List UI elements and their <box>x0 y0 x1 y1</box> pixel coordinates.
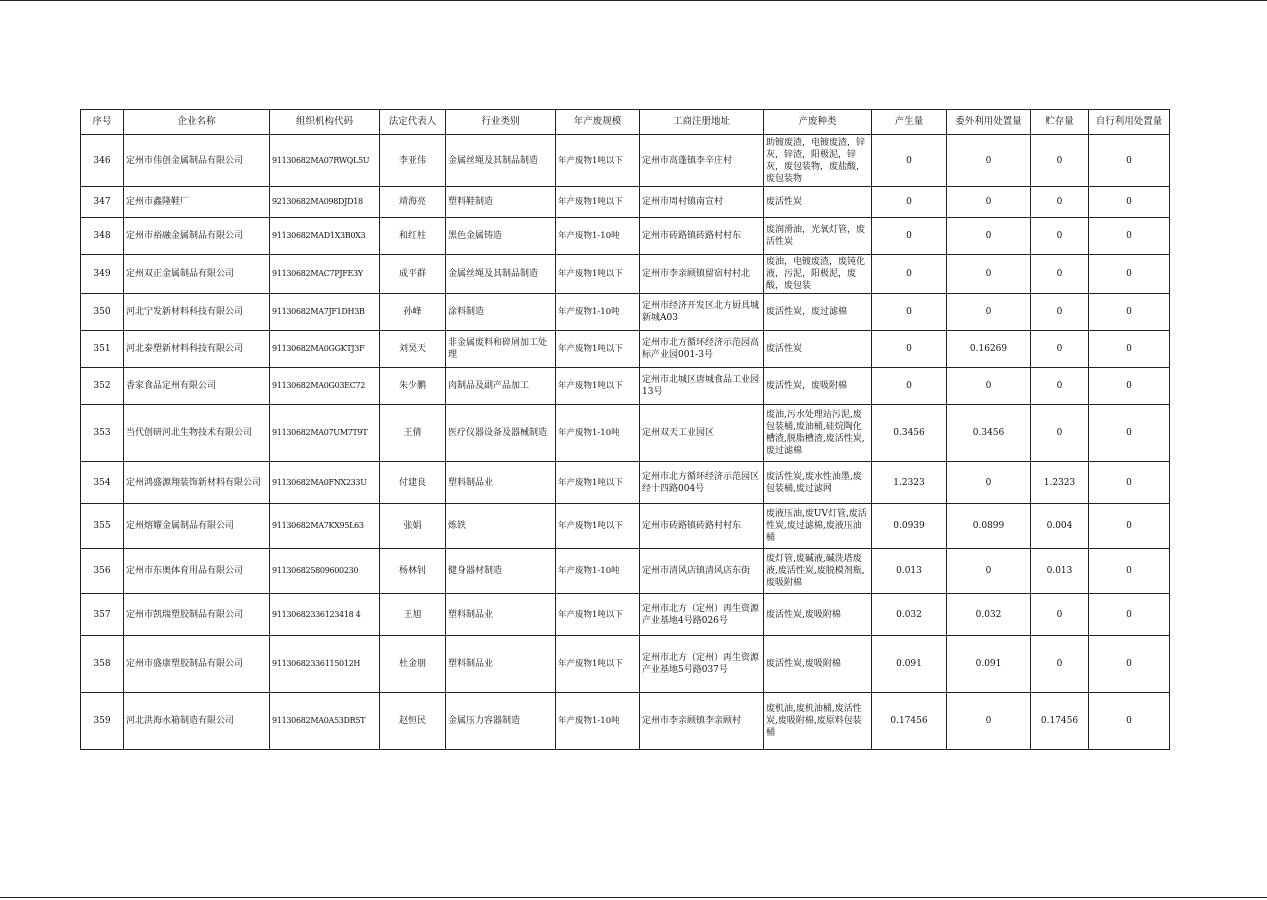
org-code-cell: 91130682MA0A53DR5T <box>270 693 380 750</box>
header-cell: 法定代表人 <box>380 110 446 135</box>
legal-rep-cell: 孙峰 <box>380 294 446 331</box>
org-code-cell: 91130682MA07RWQL5U <box>270 135 380 187</box>
table-row <box>81 549 1170 594</box>
org-code-cell: 91130682MA0FNX233U <box>270 462 380 504</box>
company-name-cell: 定州市凯瑞塑胶制品有限公司 <box>124 594 270 636</box>
industry-cell: 塑料制品业 <box>446 636 556 693</box>
reg-address-cell: 定州市清风店镇清风店东街 <box>640 549 764 594</box>
outsourced-amount-cell: 0 <box>947 135 1031 187</box>
produced-amount-cell: 0.3456 <box>872 405 947 462</box>
industry-cell: 肉制品及副产品加工 <box>446 368 556 405</box>
produced-amount-cell: 0 <box>872 255 947 294</box>
row-number-cell: 356 <box>81 549 124 594</box>
produced-amount-cell: 1.2323 <box>872 462 947 504</box>
produced-amount-cell: 0 <box>872 135 947 187</box>
outsourced-amount-cell: 0 <box>947 187 1031 218</box>
produced-amount-cell: 0.17456 <box>872 693 947 750</box>
header-cell: 行业类别 <box>446 110 556 135</box>
org-code-cell: 91130682336123418 4 <box>270 594 380 636</box>
legal-rep-cell: 王倩 <box>380 405 446 462</box>
company-name-cell: 河北宁发新材料科技有限公司 <box>124 294 270 331</box>
company-name-cell: 定州市鑫隆鞋厂 <box>124 187 270 218</box>
legal-rep-cell: 和红柱 <box>380 218 446 255</box>
waste-types-cell: 助镀废渣，电镀废渣，锌灰，锌渣，阳极泥，锌灰，废包装物，废盐酸，废包装物 <box>764 135 872 187</box>
reg-address-cell: 定州市李亲顾镇留宿村村北 <box>640 255 764 294</box>
produced-amount-cell: 0.013 <box>872 549 947 594</box>
stored-amount-cell: 0 <box>1031 368 1089 405</box>
reg-address-cell: 定州市高蓬镇李辛庄村 <box>640 135 764 187</box>
outsourced-amount-cell: 0.3456 <box>947 405 1031 462</box>
table-row <box>81 255 1170 294</box>
outsourced-amount-cell: 0.091 <box>947 636 1031 693</box>
company-name-cell: 定州市裕融金属制品有限公司 <box>124 218 270 255</box>
row-number-cell: 347 <box>81 187 124 218</box>
industry-cell: 炼铁 <box>446 504 556 549</box>
legal-rep-cell: 付建良 <box>380 462 446 504</box>
row-number-cell: 357 <box>81 594 124 636</box>
org-code-cell: 911306825809600230 <box>270 549 380 594</box>
reg-address-cell: 定州市北方（定州）再生资源产业基地5号路037号 <box>640 636 764 693</box>
outsourced-amount-cell: 0 <box>947 549 1031 594</box>
self-disposed-amount-cell: 0 <box>1089 504 1170 549</box>
stored-amount-cell: 0 <box>1031 218 1089 255</box>
self-disposed-amount-cell: 0 <box>1089 294 1170 331</box>
waste-scale-cell: 年产废物1吨以下 <box>556 135 640 187</box>
produced-amount-cell: 0 <box>872 331 947 368</box>
industry-cell: 非金属废料和碎屑加工处理 <box>446 331 556 368</box>
company-name-cell: 当代创研河北生物技术有限公司 <box>124 405 270 462</box>
self-disposed-amount-cell: 0 <box>1089 218 1170 255</box>
row-number-cell: 346 <box>81 135 124 187</box>
row-number-cell: 358 <box>81 636 124 693</box>
reg-address-cell: 定州市周村镇南宣村 <box>640 187 764 218</box>
industry-cell: 塑料鞋制造 <box>446 187 556 218</box>
legal-rep-cell: 杜金朋 <box>380 636 446 693</box>
stored-amount-cell: 1.2323 <box>1031 462 1089 504</box>
company-name-cell: 定州市东奥体育用品有限公司 <box>124 549 270 594</box>
table-body <box>81 135 1170 750</box>
industry-cell: 涂料制造 <box>446 294 556 331</box>
org-code-cell: 91130682MAD1X3B0X3 <box>270 218 380 255</box>
waste-scale-cell: 年产废物1-10吨 <box>556 549 640 594</box>
outsourced-amount-cell: 0.16269 <box>947 331 1031 368</box>
industry-cell: 医疗仪器设备及器械制造 <box>446 405 556 462</box>
table-row <box>81 135 1170 187</box>
produced-amount-cell: 0.032 <box>872 594 947 636</box>
waste-types-cell: 废润滑油，光氧灯管，废活性炭 <box>764 218 872 255</box>
waste-scale-cell: 年产废物1-10吨 <box>556 405 640 462</box>
waste-scale-cell: 年产废物1吨以下 <box>556 504 640 549</box>
waste-types-cell: 废灯管,废碱液,碱洗塔废液,废活性炭,废脱模剂瓶,废吸附棉 <box>764 549 872 594</box>
page-top-edge <box>0 0 1267 1</box>
industry-cell: 健身器材制造 <box>446 549 556 594</box>
self-disposed-amount-cell: 0 <box>1089 405 1170 462</box>
row-number-cell: 349 <box>81 255 124 294</box>
reg-address-cell: 定州市砖路镇砖路村村东 <box>640 218 764 255</box>
waste-scale-cell: 年产废物1吨以下 <box>556 594 640 636</box>
industry-cell: 金属压力容器制造 <box>446 693 556 750</box>
stored-amount-cell: 0.013 <box>1031 549 1089 594</box>
row-number-cell: 355 <box>81 504 124 549</box>
company-name-cell: 河北洪海水箱制造有限公司 <box>124 693 270 750</box>
table-row <box>81 462 1170 504</box>
company-name-cell: 定州双正金属制品有限公司 <box>124 255 270 294</box>
header-cell: 产废种类 <box>764 110 872 135</box>
legal-rep-cell: 靖海亮 <box>380 187 446 218</box>
legal-rep-cell: 李亚伟 <box>380 135 446 187</box>
table-row <box>81 405 1170 462</box>
stored-amount-cell: 0 <box>1031 636 1089 693</box>
legal-rep-cell: 刘昊天 <box>380 331 446 368</box>
waste-types-cell: 废活性炭 <box>764 331 872 368</box>
legal-rep-cell: 杨林钊 <box>380 549 446 594</box>
row-number-cell: 359 <box>81 693 124 750</box>
org-code-cell: 91130682336115012H <box>270 636 380 693</box>
waste-types-cell: 废活性炭,废吸附棉 <box>764 594 872 636</box>
reg-address-cell: 定州市北方循环经济示范园区经十四路004号 <box>640 462 764 504</box>
waste-scale-cell: 年产废物1-10吨 <box>556 693 640 750</box>
produced-amount-cell: 0 <box>872 294 947 331</box>
table-row <box>81 636 1170 693</box>
row-number-cell: 352 <box>81 368 124 405</box>
row-number-cell: 348 <box>81 218 124 255</box>
outsourced-amount-cell: 0 <box>947 462 1031 504</box>
self-disposed-amount-cell: 0 <box>1089 331 1170 368</box>
industry-cell: 金属丝绳及其制品制造 <box>446 135 556 187</box>
org-code-cell: 91130682MA07UM7T9T <box>270 405 380 462</box>
self-disposed-amount-cell: 0 <box>1089 135 1170 187</box>
reg-address-cell: 定州市经济开发区北方厨具城新城A03 <box>640 294 764 331</box>
table-row <box>81 294 1170 331</box>
stored-amount-cell: 0 <box>1031 405 1089 462</box>
org-code-cell: 91130682MA0G03EC72 <box>270 368 380 405</box>
waste-types-cell: 废活性炭,废水性油墨,废包装桶,废过滤网 <box>764 462 872 504</box>
legal-rep-cell: 成平群 <box>380 255 446 294</box>
table-row <box>81 218 1170 255</box>
outsourced-amount-cell: 0 <box>947 368 1031 405</box>
waste-types-cell: 废活性炭,废吸附棉 <box>764 636 872 693</box>
self-disposed-amount-cell: 0 <box>1089 187 1170 218</box>
header-cell: 贮存量 <box>1031 110 1089 135</box>
stored-amount-cell: 0 <box>1031 331 1089 368</box>
reg-address-cell: 定州市北方循环经济示范园高标产业园001-3号 <box>640 331 764 368</box>
outsourced-amount-cell: 0 <box>947 693 1031 750</box>
stored-amount-cell: 0 <box>1031 255 1089 294</box>
row-number-cell: 350 <box>81 294 124 331</box>
row-number-cell: 351 <box>81 331 124 368</box>
produced-amount-cell: 0.0939 <box>872 504 947 549</box>
header-cell: 委外利用处置量 <box>947 110 1031 135</box>
self-disposed-amount-cell: 0 <box>1089 549 1170 594</box>
outsourced-amount-cell: 0.0899 <box>947 504 1031 549</box>
waste-scale-cell: 年产废物1吨以下 <box>556 368 640 405</box>
industry-cell: 塑料制品业 <box>446 594 556 636</box>
table-header-row <box>81 110 1170 135</box>
stored-amount-cell: 0 <box>1031 187 1089 218</box>
industry-cell: 黑色金属铸造 <box>446 218 556 255</box>
table-row <box>81 331 1170 368</box>
stored-amount-cell: 0 <box>1031 135 1089 187</box>
reg-address-cell: 定州市砖路镇砖路村村东 <box>640 504 764 549</box>
stored-amount-cell: 0 <box>1031 294 1089 331</box>
produced-amount-cell: 0 <box>872 187 947 218</box>
waste-enterprise-table <box>80 109 1170 750</box>
produced-amount-cell: 0.091 <box>872 636 947 693</box>
waste-scale-cell: 年产废物1吨以下 <box>556 636 640 693</box>
legal-rep-cell: 朱少鹏 <box>380 368 446 405</box>
legal-rep-cell: 王旭 <box>380 594 446 636</box>
stored-amount-cell: 0 <box>1031 594 1089 636</box>
company-name-cell: 定州鸿盛源翔装饰新材料有限公司 <box>124 462 270 504</box>
org-code-cell: 91130682MA7KX95L63 <box>270 504 380 549</box>
self-disposed-amount-cell: 0 <box>1089 255 1170 294</box>
legal-rep-cell: 赵恒民 <box>380 693 446 750</box>
header-cell: 产生量 <box>872 110 947 135</box>
org-code-cell: 92130682MA098DJD18 <box>270 187 380 218</box>
waste-types-cell: 废机油,废机油桶,废活性炭,废吸附棉,废原料包装桶 <box>764 693 872 750</box>
table-row <box>81 693 1170 750</box>
waste-types-cell: 废液压油,废UV灯管,废活性炭,废过滤棉,废液压油桶 <box>764 504 872 549</box>
industry-cell: 金属丝绳及其制品制造 <box>446 255 556 294</box>
org-code-cell: 91130682MA7JF1DH3B <box>270 294 380 331</box>
table-row <box>81 368 1170 405</box>
produced-amount-cell: 0 <box>872 218 947 255</box>
outsourced-amount-cell: 0.032 <box>947 594 1031 636</box>
table-row <box>81 594 1170 636</box>
waste-scale-cell: 年产废物1-10吨 <box>556 218 640 255</box>
waste-scale-cell: 年产废物1-10吨 <box>556 294 640 331</box>
self-disposed-amount-cell: 0 <box>1089 693 1170 750</box>
outsourced-amount-cell: 0 <box>947 218 1031 255</box>
header-cell: 组织机构代码 <box>270 110 380 135</box>
waste-types-cell: 废活性炭 <box>764 187 872 218</box>
row-number-cell: 353 <box>81 405 124 462</box>
company-name-cell: 定州市伟创金属制品有限公司 <box>124 135 270 187</box>
legal-rep-cell: 张娟 <box>380 504 446 549</box>
table-row <box>81 187 1170 218</box>
header-cell: 年产废规模 <box>556 110 640 135</box>
header-cell: 企业名称 <box>124 110 270 135</box>
produced-amount-cell: 0 <box>872 368 947 405</box>
outsourced-amount-cell: 0 <box>947 255 1031 294</box>
reg-address-cell: 定州双天工业园区 <box>640 405 764 462</box>
company-name-cell: 定州熔耀金属制品有限公司 <box>124 504 270 549</box>
industry-cell: 塑料制品业 <box>446 462 556 504</box>
self-disposed-amount-cell: 0 <box>1089 594 1170 636</box>
self-disposed-amount-cell: 0 <box>1089 636 1170 693</box>
stored-amount-cell: 0.17456 <box>1031 693 1089 750</box>
org-code-cell: 91130682MAC7PJFE3Y <box>270 255 380 294</box>
reg-address-cell: 定州市北城区唐城食品工业园13号 <box>640 368 764 405</box>
waste-scale-cell: 年产废物1吨以下 <box>556 187 640 218</box>
waste-types-cell: 废油，电镀废渣，废钝化液，污泥，阳极泥，废酸，废包装 <box>764 255 872 294</box>
waste-scale-cell: 年产废物1吨以下 <box>556 255 640 294</box>
self-disposed-amount-cell: 0 <box>1089 368 1170 405</box>
header-cell: 自行利用处置量 <box>1089 110 1170 135</box>
reg-address-cell: 定州市北方（定州）再生资源产业基地4号路026号 <box>640 594 764 636</box>
page-bottom-edge <box>0 897 1267 898</box>
self-disposed-amount-cell: 0 <box>1089 462 1170 504</box>
reg-address-cell: 定州市李亲顾镇李亲顾村 <box>640 693 764 750</box>
waste-types-cell: 废油,污水处理站污泥,废包装桶,废油桶,硅烷陶化槽渣,脱脂槽渣,废活性炭,废过滤棉 <box>764 405 872 462</box>
row-number-cell: 354 <box>81 462 124 504</box>
company-name-cell: 定州市盛康塑胶制品有限公司 <box>124 636 270 693</box>
stored-amount-cell: 0.004 <box>1031 504 1089 549</box>
header-cell: 序号 <box>81 110 124 135</box>
outsourced-amount-cell: 0 <box>947 294 1031 331</box>
table-row <box>81 504 1170 549</box>
waste-scale-cell: 年产废物1吨以下 <box>556 331 640 368</box>
waste-scale-cell: 年产废物1吨以下 <box>556 462 640 504</box>
org-code-cell: 91130682MA0GGKTJ3F <box>270 331 380 368</box>
waste-types-cell: 废活性炭，废过滤棉 <box>764 294 872 331</box>
waste-types-cell: 废活性炭，废吸附棉 <box>764 368 872 405</box>
company-name-cell: 河北泰塑新材料科技有限公司 <box>124 331 270 368</box>
company-name-cell: 香家食品定州有限公司 <box>124 368 270 405</box>
header-cell: 工商注册地址 <box>640 110 764 135</box>
